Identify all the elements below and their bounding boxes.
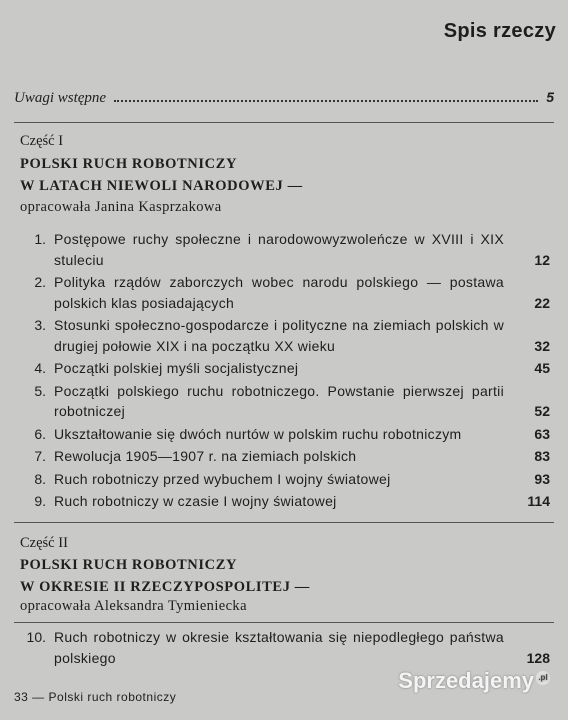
entry-page-number: 52 [534, 403, 550, 419]
leader-dots [114, 99, 538, 102]
part2-title-line2: W OKRESIE II RZECZYPOSPOLITEJ — [20, 579, 310, 595]
part1-title [20, 153, 303, 197]
entry-number: 10. [26, 629, 46, 645]
toc-entry [20, 446, 554, 467]
entry-page-number: 114 [527, 493, 550, 509]
intro-entry [14, 89, 554, 107]
entry-title: Postępowe ruchy społeczne i narodowowyzwoleńcze w XVIII i XIX stuleciu [54, 231, 504, 268]
entry-title: Polityka rządów zaborczych wobec narodu polskiego — postawa polskich klas posiadających [54, 274, 504, 311]
part2-entry-list [20, 627, 554, 670]
watermark-logo [398, 668, 550, 694]
entry-page-number: 45 [534, 360, 550, 376]
toc-entry [20, 627, 554, 668]
part2-label: Część II [20, 535, 68, 551]
entry-title: Ruch robotniczy w okresie kształtowania się niepodległego państwa polskiego [54, 629, 504, 666]
page-title: Spis rzeczy [443, 20, 556, 42]
entry-page-number: 22 [534, 294, 550, 311]
part2-author: opracowała Aleksandra Tymieniecka [20, 598, 247, 614]
part1-title-line1: POLSKI RUCH ROBOTNICZY [20, 156, 238, 172]
part2-title [20, 554, 310, 598]
divider-top [14, 122, 554, 123]
intro-label: Uwagi wstępne [14, 90, 107, 106]
entry-number: 9. [34, 493, 46, 509]
toc-entry [20, 272, 554, 313]
entry-page-number: 32 [534, 337, 550, 354]
toc-entry [20, 424, 554, 445]
divider-middle [14, 522, 554, 523]
entry-number: 2. [34, 274, 46, 290]
entry-title: Ruch robotniczy przed wybuchem I wojny światowej [54, 470, 391, 487]
toc-entry [20, 358, 554, 379]
toc-entry [20, 491, 554, 512]
watermark-text: Sprzedajemy [398, 668, 534, 693]
entry-title: Stosunki społeczno-gospodarcze i polityczne na ziemiach polskich w drugiej połowie XIX i na początku XX wieku [54, 317, 504, 354]
entry-number: 4. [34, 360, 46, 376]
entry-page-number: 93 [534, 470, 550, 487]
entry-title: Ruch robotniczy w czasie I wojny światowej [54, 493, 337, 509]
toc-entry [20, 469, 554, 490]
entry-number: 1. [34, 231, 46, 247]
part1-label: Część I [20, 133, 64, 149]
part1-title-line2: W LATACH NIEWOLI NARODOWEJ — [20, 178, 303, 194]
entry-page-number: 12 [534, 251, 550, 268]
entry-title: Rewolucja 1905—1907 r. na ziemiach polskich [54, 448, 357, 464]
entry-page-number: 128 [526, 649, 550, 666]
toc-entry [20, 381, 554, 422]
entry-page-number: 63 [534, 425, 550, 442]
entry-number: 7. [34, 448, 46, 464]
entry-page-number: 83 [534, 448, 550, 464]
intro-page: 5 [546, 89, 554, 105]
entry-title: Początki polskiego ruchu robotniczego. Powstanie pierwszej partii robotniczej [54, 382, 504, 419]
entry-number: 3. [34, 317, 46, 333]
divider-part2 [14, 622, 554, 623]
toc-entry [20, 315, 554, 356]
part2-title-line1: POLSKI RUCH ROBOTNICZY [20, 557, 238, 573]
entry-title: Początki polskiej myśli socjalistycznej [54, 360, 299, 376]
page-footer: 33 — Polski ruch robotniczy [14, 690, 177, 704]
entry-title: Ukształtowanie się dwóch nurtów w polskim ruchu robotniczym [54, 425, 462, 442]
part1-entry-list [20, 229, 554, 514]
toc-entry [20, 229, 554, 270]
entry-number: 6. [34, 425, 46, 442]
watermark-badge: .pl [536, 671, 550, 685]
part1-author: opracowała Janina Kasprzakowa [20, 199, 222, 215]
entry-number: 8. [34, 470, 46, 487]
entry-number: 5. [34, 382, 46, 399]
